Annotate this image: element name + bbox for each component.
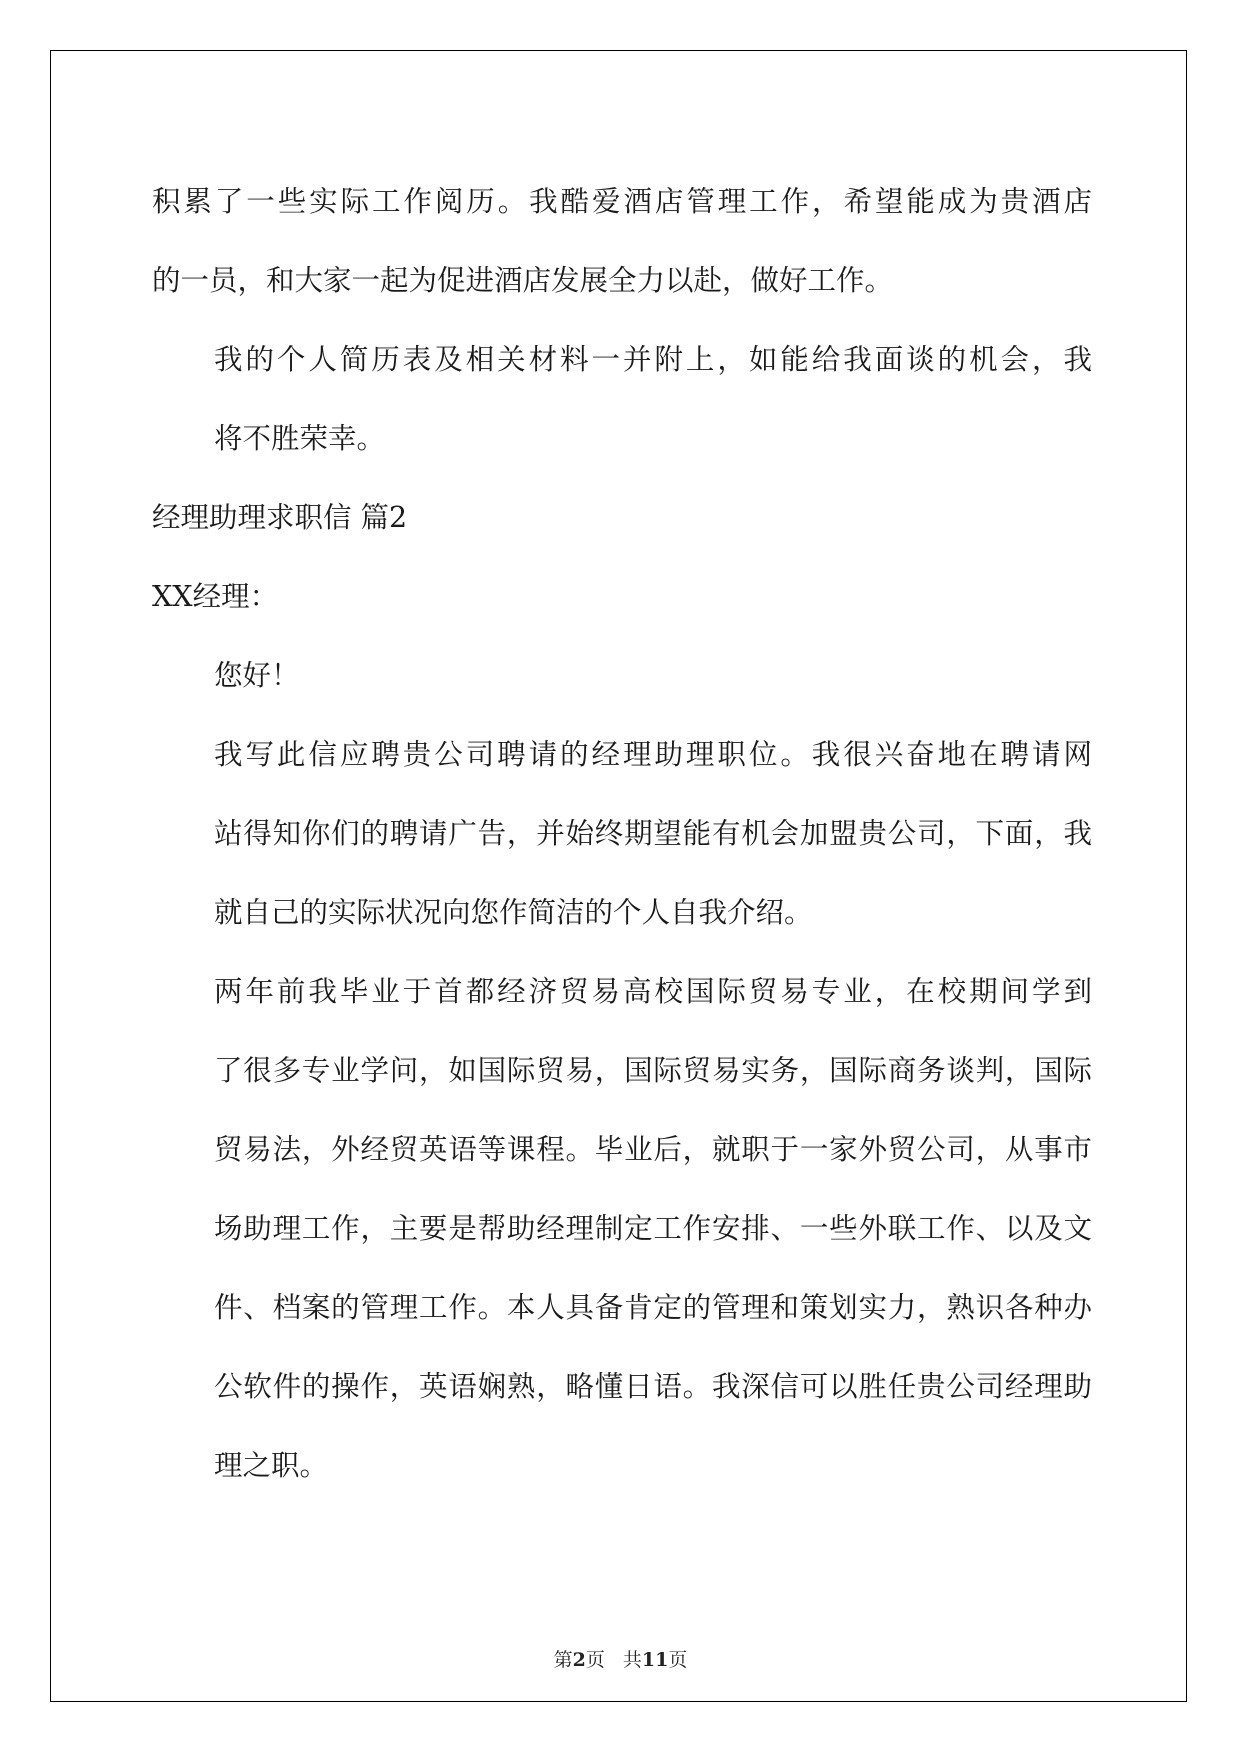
text-line: 公软件的操作，英语娴熟，略懂日语。我深信可以胜任贵公司经理助 [214,1370,1092,1403]
text-line: 理之职。 [214,1449,329,1482]
text-line: 我的个人简历表及相关材料一并附上，如能给我面谈的机会，我 [214,343,1092,376]
page-prefix: 第 [553,1649,573,1671]
heading-text: 经理助理求职信 篇2 [152,501,408,534]
page-suffix: 页 [585,1649,605,1671]
greeting [152,636,1092,715]
text-line: 就自己的实际状况向您作简洁的个人自我介绍。 [214,896,813,929]
greeting-text: 您好！ [214,659,300,692]
text-line: 积累了一些实际工作阅历。我酷爱酒店管理工作，希望能成为贵酒店 [152,185,1092,218]
text-line: 将不胜荣幸。 [214,422,386,455]
total-suffix: 页 [668,1649,688,1671]
paragraph-1 [152,162,1092,320]
text-line: 场助理工作，主要是帮助经理制定工作安排、一些外联工作、以及文 [214,1212,1092,1245]
text-line: 件、档案的管理工作。本人具备肯定的管理和策划实力，熟识各种办 [214,1291,1092,1324]
page-footer [0,1645,1241,1672]
paragraph-3 [152,715,1092,952]
page-number: 2 [572,1649,586,1671]
salutation-text: XX经理： [152,580,279,613]
paragraph-2 [152,320,1092,478]
text-line: 贸易法，外经贸英语等课程。毕业后，就职于一家外贸公司，从事市 [214,1133,1092,1166]
salutation [152,557,1092,636]
total-pages: 11 [641,1649,669,1671]
paragraph-4 [152,952,1092,1505]
text-line: 了很多专业学问，如国际贸易，国际贸易实务，国际商务谈判，国际 [214,1054,1092,1087]
document-body [152,162,1092,1505]
text-line: 的一员，和大家一起为促进酒店发展全力以赴，做好工作。 [152,264,894,297]
text-line: 我写此信应聘贵公司聘请的经理助理职位。我很兴奋地在聘请网 [214,738,1092,771]
text-line: 两年前我毕业于首都经济贸易高校国际贸易专业，在校期间学到 [214,975,1092,1008]
section-heading [152,478,1092,557]
total-prefix: 共 [622,1649,642,1671]
text-line: 站得知你们的聘请广告，并始终期望能有机会加盟贵公司，下面，我 [214,817,1092,850]
